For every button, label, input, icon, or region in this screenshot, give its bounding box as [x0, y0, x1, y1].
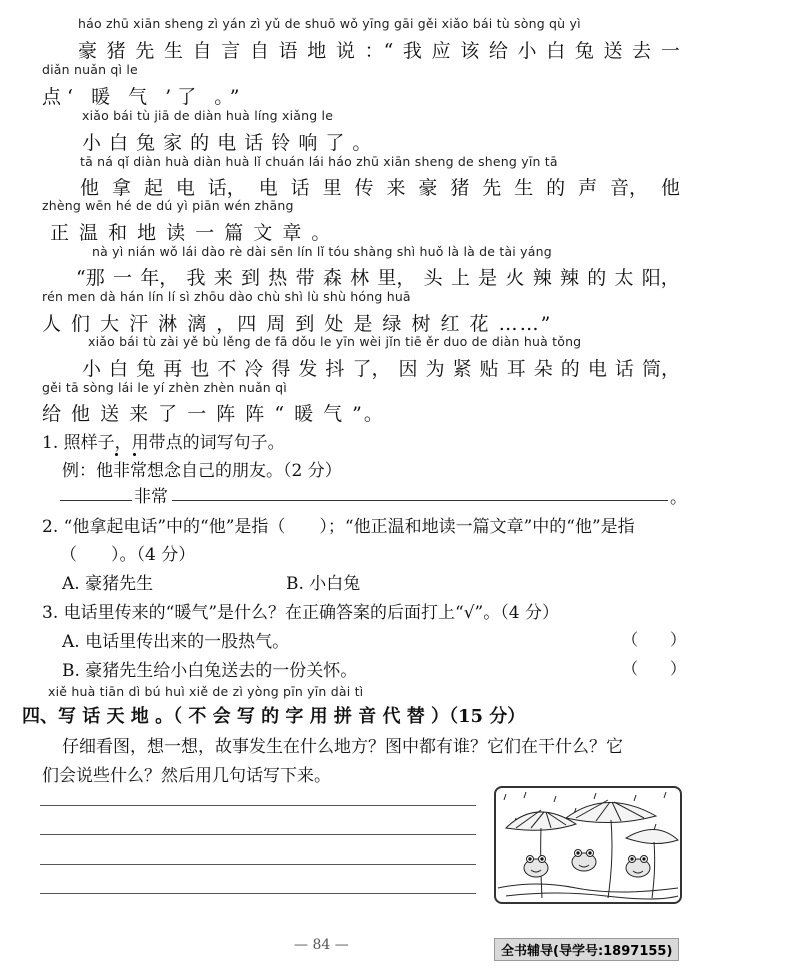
pinyin-line-1: háo zhū xiān sheng zì yán zì yǔ de shuō wǒ yīng gāi gěi xiǎo bái tù sòng qù yì [78, 16, 581, 31]
emphasis-dot [133, 453, 136, 456]
q2-continuation: （ ）。（4 分） [60, 545, 196, 565]
story-character: 贴 [479, 358, 499, 380]
story-character: 来 [213, 267, 233, 289]
story-character: 自 [192, 40, 212, 62]
story-character: 说 [335, 40, 355, 62]
story-character: 地 [307, 40, 327, 62]
page-number: — 84 — [294, 937, 349, 953]
story-line-9: 给 他 送 来 了 一 阵 阵 “ 暖 气 ”。 [42, 403, 385, 425]
story-character: 猪 [450, 177, 470, 199]
story-line-3: 小 白 兔 家 的 电 话 铃 响 了 。 [82, 132, 373, 154]
story-character: 音， [610, 177, 649, 199]
story-character: 里 [322, 177, 342, 199]
story-character: 起 [143, 177, 163, 199]
section4-prompt-2: 们会说些什么？然后用几句话写下来。 [42, 766, 331, 786]
story-line-4 [80, 173, 680, 200]
story-character: 电 [587, 358, 607, 380]
story-character: 声 [578, 177, 598, 199]
story-character: 小 [517, 40, 537, 62]
section4-pinyin: xiě huà tiān dì bú huì xiě de zì yòng pīn yīn dài tì [48, 684, 364, 699]
story-character: 电 [175, 177, 195, 199]
story-character: 拿 [111, 177, 131, 199]
q1-example: 例：他非常想念自己的朋友。（2 分） [62, 461, 342, 481]
illustration-frogs-lotus [494, 786, 682, 904]
emphasis-dot [115, 453, 118, 456]
story-character: 该 [460, 40, 480, 62]
story-character: ：“ [364, 40, 394, 62]
story-character: 里， [377, 267, 416, 289]
story-line-5: 正 温 和 地 读 一 篇 文 章 。 [50, 222, 333, 244]
q3-option-a: A. 电话里传出来的一股热气。 [62, 632, 290, 652]
story-character: 得 [271, 358, 291, 380]
story-character: 头 [423, 267, 443, 289]
story-character: 火 [505, 267, 525, 289]
story-character: 抖 [325, 358, 345, 380]
story-character: 话， [207, 177, 246, 199]
section4-title: 四、写 话 天 地 。（ 不 会 写 的 字 用 拼 音 代 替 ）（15 分） [22, 706, 526, 727]
pinyin-line-5: zhèng wēn hé de dú yì piān wén zhāng [42, 198, 294, 213]
story-character: 来 [386, 177, 406, 199]
story-character: 一 [660, 40, 680, 62]
q1-word: 非常 [134, 487, 168, 507]
story-character: 为 [425, 358, 445, 380]
story-character: “那 [76, 267, 105, 289]
story-character: 话 [614, 358, 634, 380]
writing-line[interactable] [40, 834, 476, 835]
q2-option-b: B. 小白兔 [286, 574, 361, 594]
frog-1 [524, 856, 548, 878]
story-character: 白 [546, 40, 566, 62]
q1-period: 。 [670, 488, 687, 508]
story-character: 太 [614, 267, 634, 289]
story-character: 也 [190, 358, 210, 380]
story-character: 的 [560, 358, 580, 380]
writing-line[interactable] [40, 864, 476, 865]
pinyin-line-6: nà yì nián wǒ lái dào rè dài sēn lín lǐ tóu shàng shì huǒ là là de tài yáng [92, 244, 552, 259]
q3-text: 3. 电话里传来的“暖气”是什么？在正确答案的后面打上“√”。（4 分） [42, 603, 559, 623]
story-character: 自 [249, 40, 269, 62]
story-line-1 [78, 36, 680, 63]
story-character: 应 [431, 40, 451, 62]
story-character: 生 [514, 177, 534, 199]
story-character: 不 [217, 358, 237, 380]
story-character: 的 [587, 267, 607, 289]
story-character: 小 [82, 358, 102, 380]
story-character: 林 [350, 267, 370, 289]
story-character: 筒， [641, 358, 680, 380]
story-character: 到 [241, 267, 261, 289]
story-character: 阳， [641, 267, 680, 289]
story-line-7: 人 们 大 汗 淋 漓 ，四 周 到 处 是 绿 树 红 花 ……” [42, 313, 553, 335]
pinyin-line-2: diǎn nuǎn qì le [42, 62, 138, 77]
pinyin-line-4: tā ná qǐ diàn huà diàn huà lǐ chuán lái háo zhū xiān sheng de sheng yīn tā [80, 154, 558, 169]
frog-3 [626, 856, 650, 878]
story-character: 的 [546, 177, 566, 199]
story-character: 给 [488, 40, 508, 62]
writing-line[interactable] [40, 893, 476, 894]
q3-answer-a[interactable]: （ ） [622, 630, 687, 649]
pinyin-line-3: xiǎo bái tù jiā de diàn huà líng xiǎng le [82, 108, 334, 123]
story-line-6 [76, 263, 680, 290]
story-character: 去 [632, 40, 652, 62]
story-character: 耳 [506, 358, 526, 380]
story-character: 再 [163, 358, 183, 380]
section4-prompt-1: 仔细看图，想一想，故事发生在什么地方？图中都有谁？它们在干什么？它 [62, 737, 623, 757]
story-character: 带 [295, 267, 315, 289]
story-line-8 [82, 354, 680, 381]
story-character: 辣 [532, 267, 552, 289]
story-character: 是 [478, 267, 498, 289]
story-line-2: 点‘ 暖 气 ’了 。” [42, 86, 246, 108]
writing-line[interactable] [40, 805, 476, 806]
story-character: 发 [298, 358, 318, 380]
story-character: 他 [80, 177, 100, 199]
story-character: 紧 [452, 358, 472, 380]
story-character: 送 [603, 40, 623, 62]
story-character: 先 [482, 177, 502, 199]
story-character: 电 [258, 177, 278, 199]
story-character: 一 [112, 267, 132, 289]
q2-text: 2. “他拿起电话”中的“他”是指（ ）；“他正温和地读一篇文章”中的“他”是指 [42, 517, 635, 537]
q1-answer-blank-1[interactable] [60, 500, 132, 501]
story-character: 我 [186, 267, 206, 289]
story-character: 生 [163, 40, 183, 62]
pinyin-line-8: xiǎo bái tù zài yě bù lěng de fā dǒu le yīn wèi jǐn tiē ěr duo de diàn huà tǒng [88, 334, 582, 349]
story-character: 辣 [559, 267, 579, 289]
story-character: 话 [290, 177, 310, 199]
story-character: 了， [352, 358, 391, 380]
q3-option-b: B. 豪猪先生给小白兔送去的一份关怀。 [62, 661, 358, 681]
story-character: 他 [660, 177, 680, 199]
frog-2 [572, 850, 596, 872]
story-character: 语 [278, 40, 298, 62]
story-character: 年， [140, 267, 179, 289]
story-character: 因 [398, 358, 418, 380]
story-character: 冷 [244, 358, 264, 380]
story-character: 兔 [574, 40, 594, 62]
story-character: 豪 [418, 177, 438, 199]
story-character: 豪 [78, 40, 98, 62]
story-character: 言 [221, 40, 241, 62]
pinyin-line-9: gěi tā sòng lái le yí zhèn zhèn nuǎn qì [42, 380, 287, 395]
story-character: 猪 [106, 40, 126, 62]
story-character: 朵 [533, 358, 553, 380]
story-character: 我 [402, 40, 422, 62]
q1-title: 1. 照样子，用带点的词写句子。 [42, 433, 285, 453]
q1-answer-blank-2[interactable] [172, 500, 668, 501]
story-character: 热 [268, 267, 288, 289]
guide-badge: 全书辅导(导学号:1897155) [494, 938, 679, 961]
pinyin-line-7: rén men dà hán lín lí sì zhōu dào chù shì lù shù hóng huā [42, 289, 411, 304]
story-character: 先 [135, 40, 155, 62]
story-character: 森 [322, 267, 342, 289]
illustration-frogs-lotus-drawing [496, 788, 680, 902]
story-character: 上 [450, 267, 470, 289]
story-character: 传 [354, 177, 374, 199]
story-character: 白 [109, 358, 129, 380]
q3-answer-b[interactable]: （ ） [622, 659, 687, 678]
q2-option-a: A. 豪猪先生 [62, 574, 154, 594]
story-character: 兔 [136, 358, 156, 380]
